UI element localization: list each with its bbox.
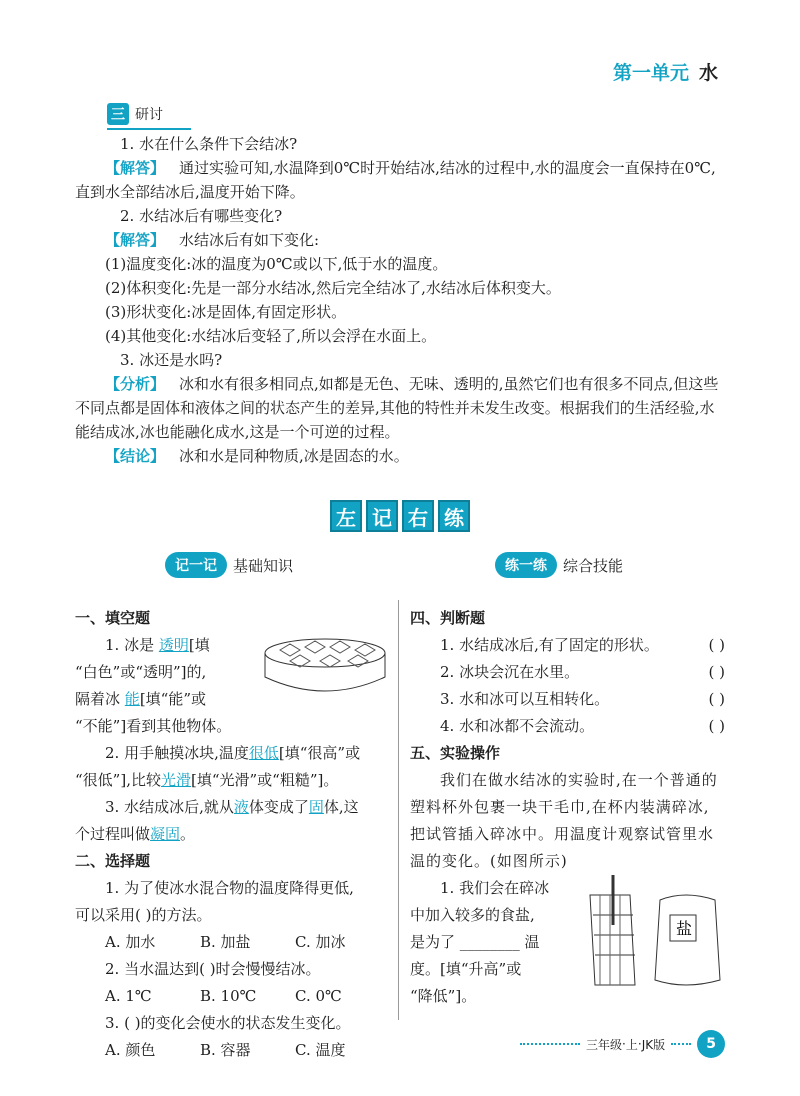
section-tag: 三 研讨 (107, 103, 163, 125)
unit-header: 第一单元 水 (612, 62, 718, 84)
ice-dish-illustration (260, 635, 390, 695)
section-banner: 左 记 右 练 (330, 500, 470, 532)
experiment-illustration (575, 875, 725, 995)
svg-text:盐: 盐 (676, 919, 693, 938)
discussion: 1. 水在什么条件下会结冰? 【解答】 通过实验可知,水温降到0℃时开始结冰,结冰的过程中,水的温度会一直保持在0℃,直到水全部结冰后,温度开始下降。 2. 水结冰后有哪些变化? 【解答】 水结冰后有如下变化: (1)温度变化:冰的温度为0℃或以下,低于水的温度。 (2)体积变化:先是一部分水结冰,然后完全结冰了,水结冰后体积变大。 (3)形状变化:冰是固体,有固定形状。 (4)其他变化:水结冰后变轻了,所以会浮在水面上。 3. 冰还是水吗? 【分析】 冰和水有很多相同点,如都是无色、无味、透明的,虽然它们也有很多不同点,但这些不同点都是固体和液体之间的状态产生的差异,其他的特性并未发生改变。根据我们的生活经验,水能结成冰,冰也能融化成水,这是一个可逆的过程。 【结论】 冰和水是同种物质,冰是固态的水。 (75, 135, 719, 465)
page-footer: 三年级 · 上 · JK版 5 (520, 1030, 725, 1058)
right-column: 四、判断题 1. 水结成冰后,有了固定的形状。 ( ) 2. 冰块会沉在水里。 ( ) 3. 水和冰可以互相转化。 ( ) 4. 水和冰都不会流动。 ( ) 五、实验操作 我们在做水结冰的实验时,在一个普通的塑料杯外包裹一块干毛巾,在杯内装满碎冰,把试管插入碎冰中。用温度计观察试管里水温的变化。(如图所示) 1. 我们会在碎冰 中加入较多的食盐, 是为了 ________ 温 度。[填“升高”或 “降低”]。 盐 (410, 609, 725, 1005)
right-column-head: 练一练 综合技能 (495, 552, 623, 578)
left-column-head: 记一记 基础知识 (165, 552, 293, 578)
left-column: 一、填空题 1. 冰是 透明[填 “白色”或“透明”]的, 隔着冰 能[填“能”或 “不能”]看到其他物体。 2. 用手触摸冰块,温度很低[填“很高”或 “很低”],比较光滑[填“光滑”或“粗糙”]。 3. 水结成冰后,就从液体变成了固体,这 个过程叫做凝固。 二、选择题 1. 为了使冰水混合物的温度降得更低, 可以采用( )的方法。 A. 加水 B. 加盐 C. 加冰 2. 当水温达到( )时会慢慢结冰。 A. 1℃ B. 10℃ C. 0℃ 3. ( )的变化会使水的状态发生变化。 A. 颜色 B. 容器 C. 温度 (75, 605, 390, 1064)
